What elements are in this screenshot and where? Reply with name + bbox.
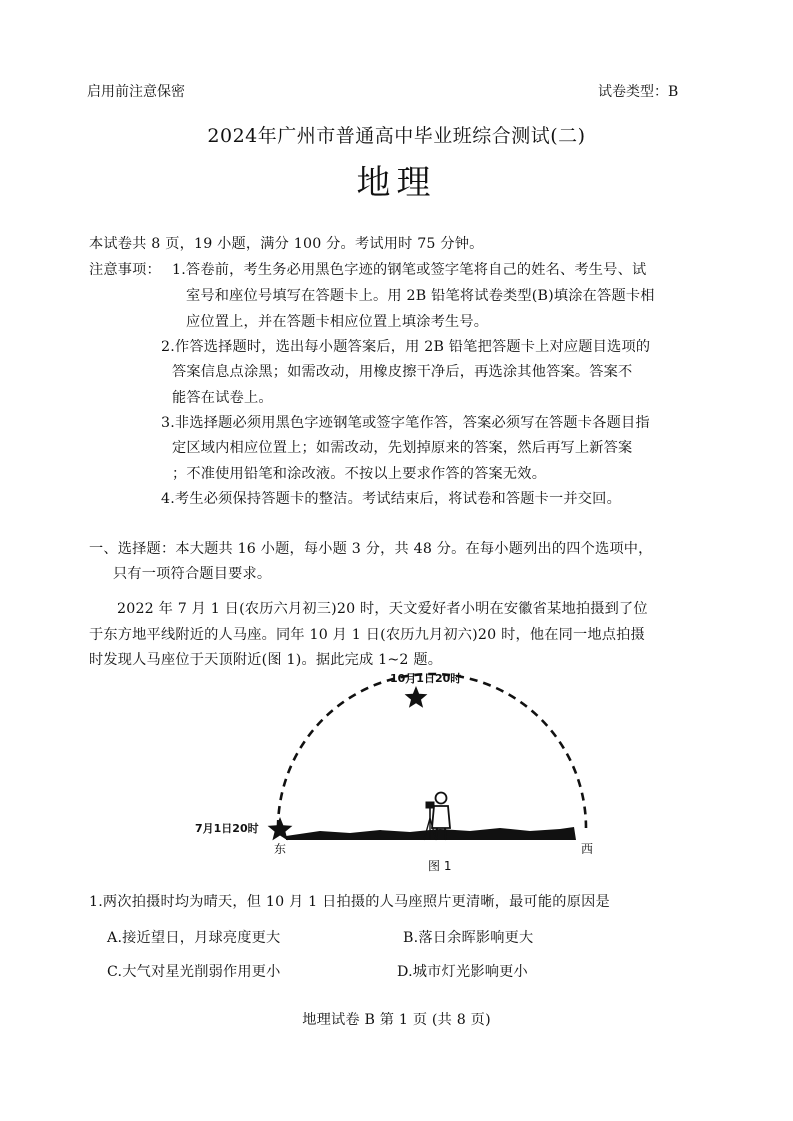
exam-title: 2024年广州市普通高中毕业班综合测试(二) bbox=[207, 125, 586, 147]
note-4-line-1: 4.考生必须保持答题卡的整洁。考试结束后，将试卷和答题卡一并交回。 bbox=[161, 491, 621, 507]
page-footer: 地理试卷 B 第 1 页 (共 8 页) bbox=[302, 1012, 491, 1028]
question-1-option-c: C.大气对星光削弱作用更小 bbox=[107, 964, 281, 980]
star-zenith-icon bbox=[405, 686, 428, 708]
label-jul-1: 7月1日20时 bbox=[195, 822, 259, 835]
question-1-option-b: B.落日余晖影响更大 bbox=[403, 930, 534, 946]
note-1-line-2: 室号和座位号填写在答题卡上。用 2B 铅笔将试卷类型(B)填涂在答题卡相 bbox=[186, 288, 655, 304]
question-1-option-d: D.城市灯光影响更小 bbox=[397, 964, 528, 980]
note-2-line-2: 答案信息点涂黑；如需改动，用橡皮擦干净后，再选涂其他答案。答案不 bbox=[172, 364, 633, 380]
subject-title: 地理 bbox=[356, 163, 437, 203]
confidential-label: 启用前注意保密 bbox=[87, 84, 185, 100]
passage-line-1: 2022 年 7 月 1 日(农历六月初三)20 时，天文爱好者小明在安徽省某地拍摄到了位 bbox=[117, 601, 648, 617]
note-3-line-1: 3.非选择题必须用黑色字迹钢笔或签字笔作答，答案必须写在答题卡各题目指 bbox=[161, 415, 650, 431]
note-2-line-3: 能答在试卷上。 bbox=[172, 390, 273, 406]
passage-line-3: 时发现人马座位于天顶附近(图 1)。据此完成 1~2 题。 bbox=[89, 652, 443, 668]
label-oct-1: 10月1日20时 bbox=[390, 672, 462, 685]
figure-caption: 图 1 bbox=[428, 859, 452, 873]
passage-line-2: 于东方地平线附近的人马座。同年 10 月 1 日(农历九月初六)20 时，他在同一地点拍摄 bbox=[89, 627, 645, 643]
label-west: 西 bbox=[581, 842, 594, 856]
notes-label: 注意事项： bbox=[89, 262, 161, 278]
note-1-line-1: 1.答卷前，考生务必用黑色字迹的钢笔或签字笔将自己的姓名、考生号、试 bbox=[172, 262, 647, 278]
note-1-line-3: 应位置上，并在答题卡相应位置上填涂考生号。 bbox=[186, 314, 489, 330]
paper-type-label: 试卷类型：B bbox=[598, 84, 679, 100]
question-1-stem: 1.两次拍摄时均为晴天，但 10 月 1 日拍摄的人马座照片更清晰，最可能的原因是 bbox=[89, 894, 610, 910]
section-1-heading-cont: 只有一项符合题目要求。 bbox=[113, 566, 272, 582]
note-3-line-3: ；不准使用铅笔和涂改液。不按以上要求作答的答案无效。 bbox=[172, 466, 547, 482]
ground-silhouette bbox=[286, 827, 576, 840]
note-3-line-2: 定区域内相应位置上；如需改动，先划掉原来的答案，然后再写上新答案 bbox=[172, 440, 633, 456]
exam-intro: 本试卷共 8 页，19 小题，满分 100 分。考试用时 75 分钟。 bbox=[89, 236, 484, 252]
question-1-option-a: A.接近望日，月球亮度更大 bbox=[107, 930, 281, 946]
label-east: 东 bbox=[274, 842, 287, 856]
figure-1-diagram bbox=[190, 668, 610, 878]
note-2-line-1: 2.作答选择题时，选出每小题答案后，用 2B 铅笔把答题卡上对应题目选项的 bbox=[161, 339, 651, 355]
section-1-heading: 一、选择题：本大题共 16 小题，每小题 3 分，共 48 分。在每小题列出的四个选项中， bbox=[89, 541, 653, 557]
